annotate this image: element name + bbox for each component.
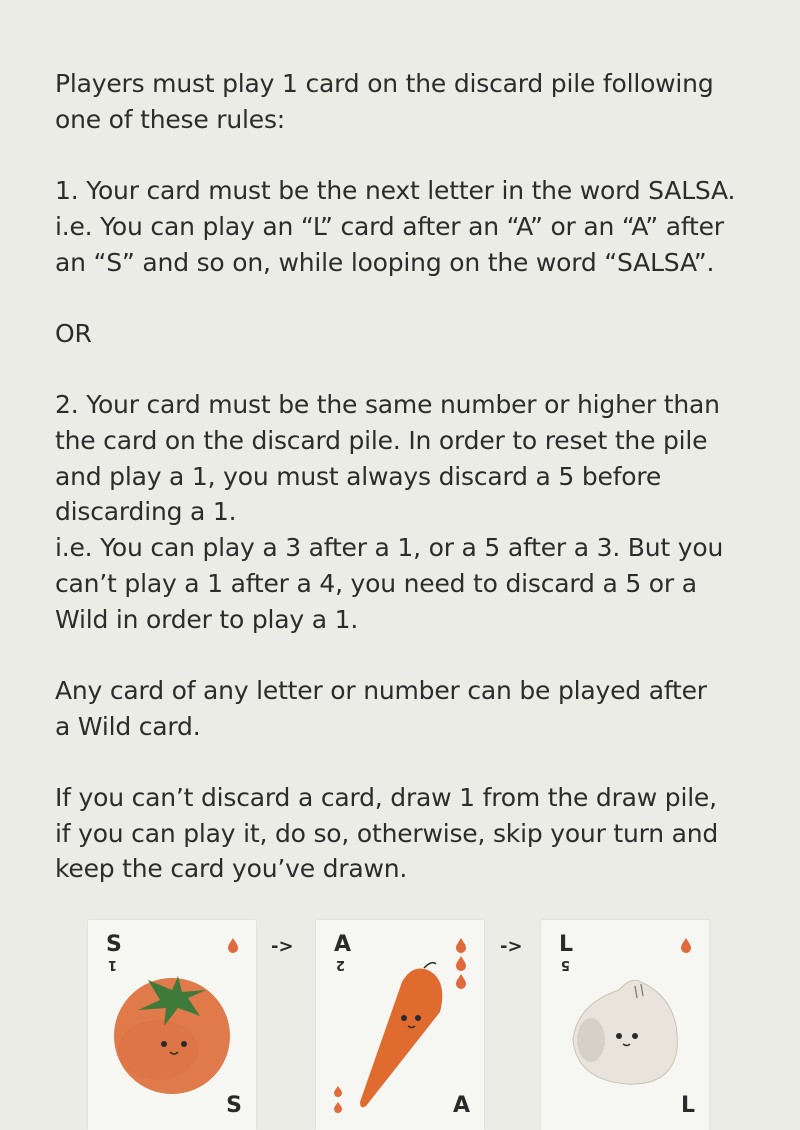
card-letter-bottom: A bbox=[452, 1093, 470, 1118]
card-letter: S bbox=[106, 932, 122, 957]
draw-rule: If you can’t discard a card, draw 1 from the draw pile, if you can play it, do so, otherwise, skip your turn and keep the card you’ve drawn. bbox=[55, 782, 719, 884]
pip-icon bbox=[679, 936, 693, 954]
rule-2-body: 2. Your card must be the same number or higher than the card on the discard pile. In order to reset the pile and play a 1, you must always discard a 5 before discarding a 1. bbox=[55, 390, 720, 527]
rule-1-example: i.e. You can play an “L” card after an “A” or an “A” after an “S” and so on, while looping on the word “SALSA”. bbox=[55, 211, 724, 277]
rule-2-example: i.e. You can play a 3 after a 1, or a 5 after a 3. But you can’t play a 1 after a 4, you need to discard a 5 or a Wild in order to play a 1. bbox=[55, 533, 724, 634]
card-a-2 bbox=[316, 920, 484, 1130]
card-number: 1 bbox=[108, 957, 118, 972]
wild-rule: Any card of any letter or number can be played after a Wild card. bbox=[55, 675, 707, 741]
rules-or: OR bbox=[55, 318, 92, 348]
arrow-2: -> bbox=[500, 936, 523, 957]
rule-1-title: 1. Your card must be the next letter in the word SALSA. bbox=[55, 176, 736, 206]
card-letter: A bbox=[334, 932, 352, 957]
card-letter: L bbox=[559, 932, 574, 957]
pip-icon bbox=[454, 936, 468, 990]
card-number: 5 bbox=[561, 957, 571, 972]
rules-intro: Players must play 1 card on the discard pile following one of these rules: bbox=[55, 69, 714, 134]
card-number: 2 bbox=[336, 957, 346, 972]
card-l-5 bbox=[541, 920, 709, 1130]
rules-text bbox=[55, 66, 755, 887]
card-s-1 bbox=[88, 920, 256, 1130]
arrow-1: -> bbox=[271, 936, 294, 957]
pip-icon bbox=[226, 936, 240, 954]
card-letter-bottom: L bbox=[680, 1093, 695, 1118]
card-letter-bottom: S bbox=[226, 1093, 242, 1118]
